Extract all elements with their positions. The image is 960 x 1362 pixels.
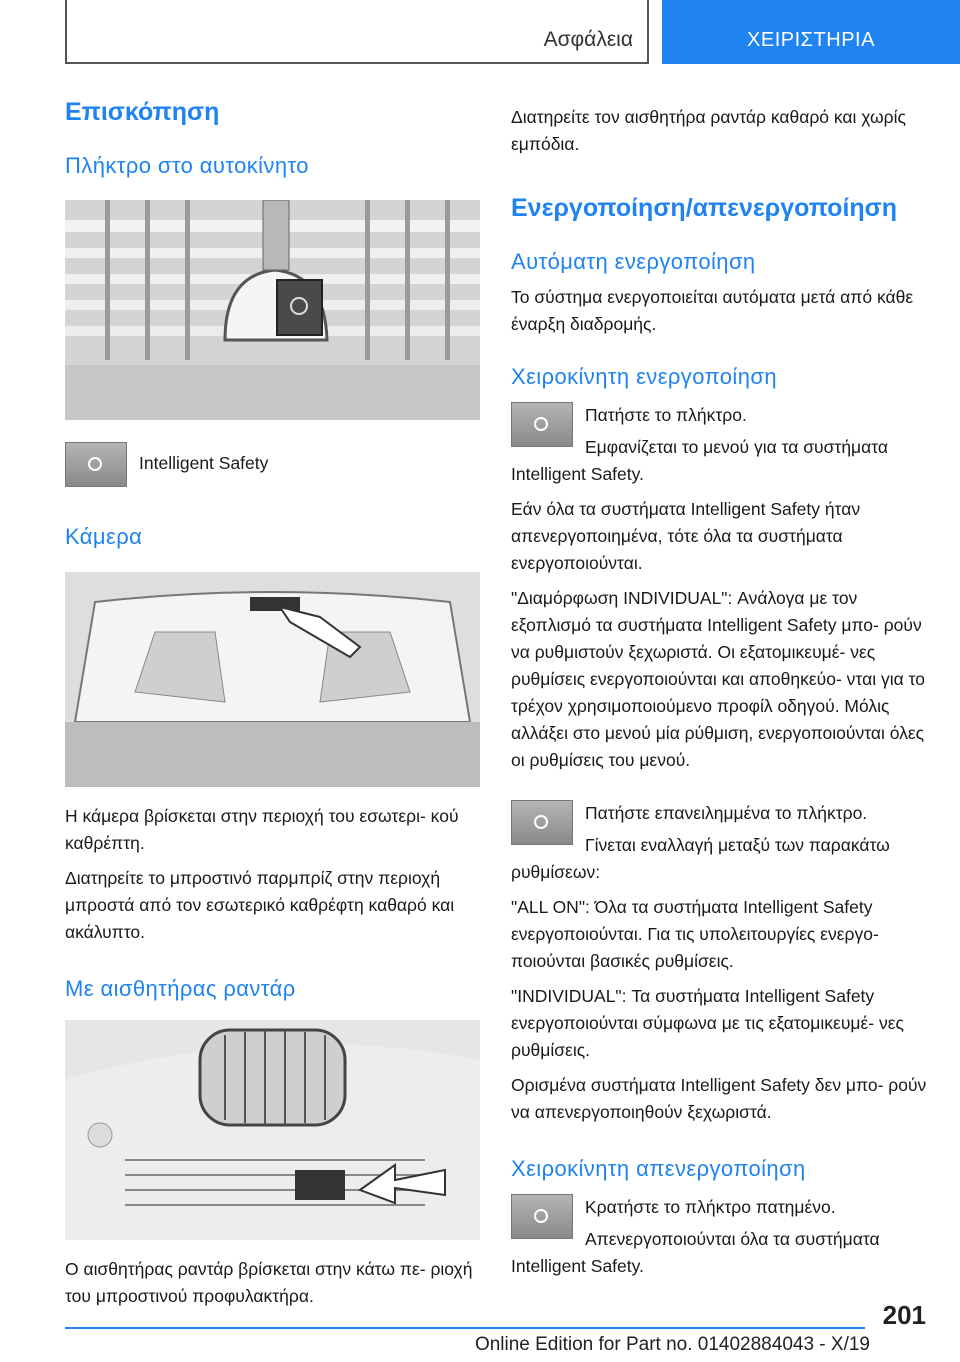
all-on-text: "ALL ON": Όλα τα συστήματα Intelligent Safety ενεργοποιούνται. Για τις υπολειτουργίες ενεργο- ποιούνται βασικές ρυθμίσεις. xyxy=(511,896,879,971)
right-column xyxy=(511,104,929,1280)
header-chapter-title: ΧΕΙΡΙΣΤΗΡΙΑ xyxy=(747,29,875,51)
radar-location-text: Ο αισθητήρας ραντάρ βρίσκεται στην κάτω πε- ριοχή του μπροστινού προφυλακτήρα. xyxy=(65,1258,473,1306)
page-number: 201 xyxy=(882,1300,926,1330)
radar-photo xyxy=(65,1020,480,1240)
menu-shown-text: Εμφανίζεται το μενού για τα συστήματα Intelligent Safety. xyxy=(511,436,889,484)
auto-activation-heading: Αυτόματη ενεργοποίηση xyxy=(511,248,756,274)
cannot-deactivate-text: Ορισμένα συστήματα Intelligent Safety δεν μπο- ρούν να απενεργοποιηθούν ξεχωριστά. xyxy=(511,1074,927,1122)
press-key-row xyxy=(511,402,929,456)
camera-heading: Κάμερα xyxy=(65,524,143,550)
key-heading: Πλήκτρο στο αυτοκίνητο xyxy=(65,152,309,178)
manual-activation-heading: Χειροκίνητη ενεργοποίηση xyxy=(511,364,777,390)
intelligent-safety-button-icon xyxy=(511,402,573,447)
left-column xyxy=(65,96,480,1310)
front-bumper-illustration xyxy=(65,1020,480,1240)
header-section-title: Ασφάλεια xyxy=(543,28,633,51)
toggle-text: Γίνεται εναλλαγή μεταξύ των παρακάτω ρυθμίσεων: xyxy=(511,834,890,882)
header-chapter-tab xyxy=(662,0,960,64)
radar-clean-text: Διατηρείτε τον αισθητήρα ραντάρ καθαρό και χωρίς εμπόδια. xyxy=(511,107,906,154)
press-repeat-row xyxy=(511,800,929,854)
footer-edition: Online Edition for Part no. 01402884043 - X/19 xyxy=(474,1334,870,1355)
auto-activation-text: Το σύστημα ενεργοποιείται αυτόματα μετά από κάθε έναρξη διαδρομής. xyxy=(511,287,914,335)
camera-photo xyxy=(65,572,480,787)
manual-deactivation-heading: Χειροκίνητη απενεργοποίηση xyxy=(511,1155,806,1181)
car-interior-illustration xyxy=(65,572,480,787)
press-key-text: Πατήστε το πλήκτρο. xyxy=(585,404,747,425)
hold-key-row xyxy=(511,1194,929,1248)
intelligent-safety-button-icon xyxy=(511,1194,573,1239)
individual-setting-text: "INDIVIDUAL": Τα συστήματα Intelligent Safety ενεργοποιούνται σύμφωνα με τις εξατομικευμέ- νες ρυθμίσεις. xyxy=(511,985,904,1060)
hold-key-text: Κρατήστε το πλήκτρο πατημένο. xyxy=(585,1196,836,1217)
radar-heading: Με αισθητήρας ραντάρ xyxy=(65,975,296,1001)
intelligent-safety-button-icon xyxy=(65,442,127,487)
intelligent-safety-button-icon xyxy=(511,800,573,845)
key-caption-row xyxy=(65,442,480,496)
onoff-title: Ενεργοποίηση/απενεργοποίηση xyxy=(511,194,898,222)
overview-title: Επισκόπηση xyxy=(65,98,220,126)
button-photo xyxy=(65,200,480,420)
camera-clean-text: Διατηρείτε το μπροστινό παρμπρίζ στην περιοχή μπροστά από τον εσωτερικό καθρέφτη καθαρό και ακάλυπτο. xyxy=(65,867,455,942)
button-console-illustration xyxy=(65,200,480,420)
header-section-box xyxy=(65,0,649,64)
key-caption: Intelligent Safety xyxy=(139,453,269,474)
deactivated-text: Απενεργοποιούνται όλα τα συστήματα Intelligent Safety. xyxy=(511,1228,880,1276)
press-repeat-text: Πατήστε επανειλημμένα το πλήκτρο. xyxy=(585,802,868,823)
individual-config-text: "Διαμόρφωση INDIVIDUAL": Ανάλογα με τον εξοπλισμό τα συστήματα Intelligent Safety μπο- ρούν να ρυθμιστούν ξεχωριστά. Οι εξατομικευμέ- νες ρυθμίσεις ενεργοποιούνται και αποθηκεύο- νται για το τρέχον χρησιμοποιούμενο προφίλ οδηγού. Μόλις αλλάξει στο μενού μία ρύθμιση, ενεργοποιούνται όλες οι ρυθμίσεις του μενού. xyxy=(511,587,925,770)
footer-divider xyxy=(65,1327,865,1329)
camera-location-text: Η κάμερα βρίσκεται στην περιοχή του εσωτερι- κού καθρέπτη. xyxy=(65,805,459,853)
all-off-text: Εάν όλα τα συστήματα Intelligent Safety ήταν απενεργοποιημένα, τότε όλα τα συστήματα ενεργοποιούνται. xyxy=(511,498,861,573)
